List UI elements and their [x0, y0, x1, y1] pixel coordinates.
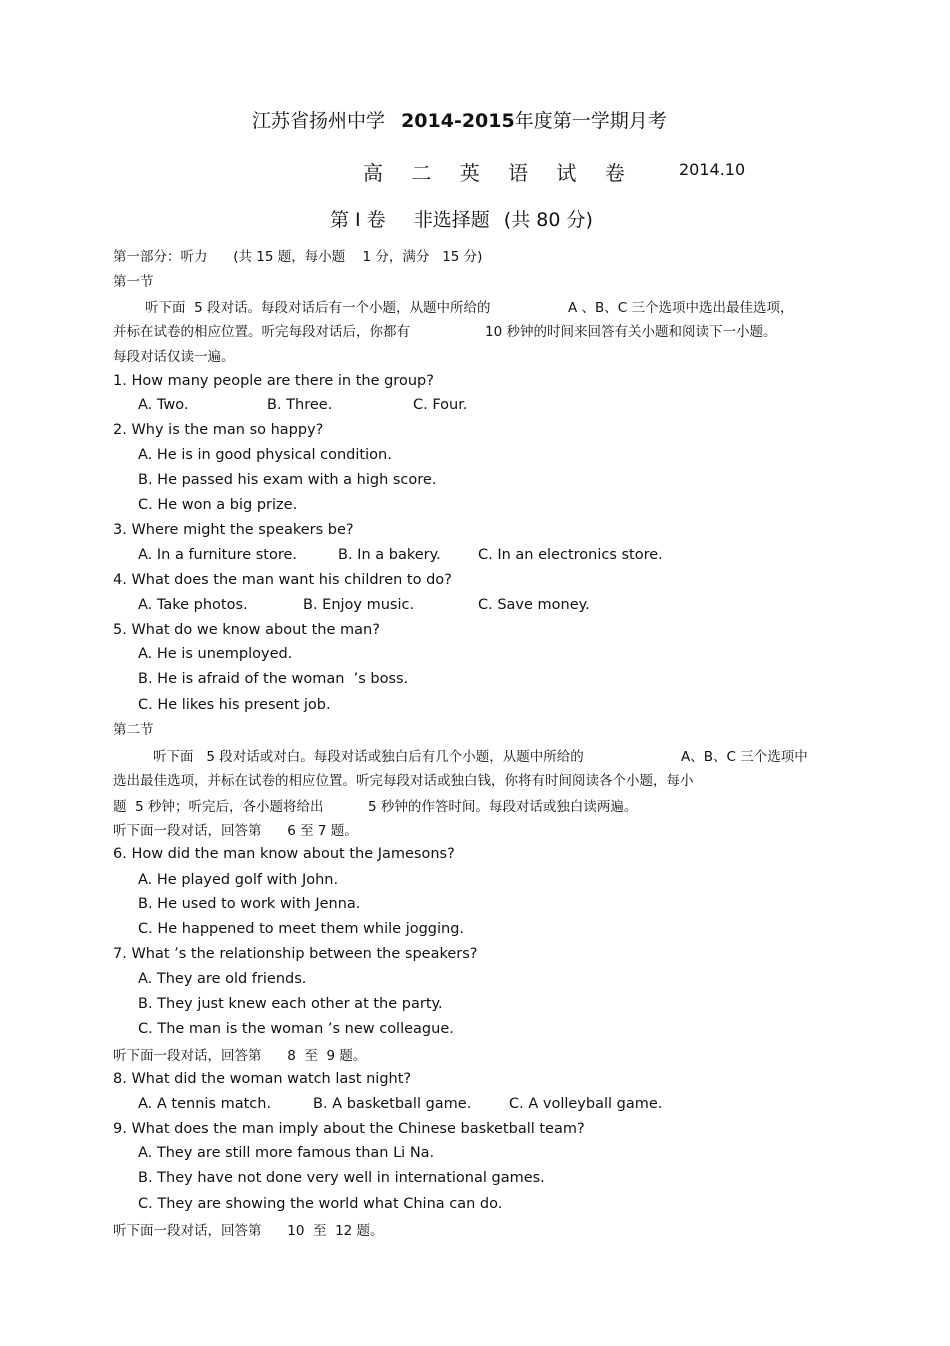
answer-option: B. In a bakery.: [338, 547, 441, 563]
answer-option: C. In an electronics store.: [478, 547, 663, 563]
title-school: 江苏省扬州中学: [252, 110, 386, 132]
group-instruction: 听下面一段对话，回答第 10 至 12 题。: [113, 1223, 384, 1239]
answer-option: A. They are still more famous than Li Na.: [138, 1145, 435, 1161]
question-stem: 8. What did the woman watch last night?: [113, 1071, 412, 1087]
answer-option: A. They are old friends.: [138, 971, 307, 987]
question-stem: 1. How many people are there in the group?: [113, 373, 434, 389]
group-instruction: 听下面一段对话，回答第 6 至 7 题。: [113, 823, 358, 839]
section2-instruction-line: A、B、C 三个选项中: [681, 749, 808, 765]
exam-title: [252, 106, 667, 133]
section1-instruction-line: 10 秒钟的时间来回答有关小题和阅读下一小题。: [485, 324, 777, 340]
answer-option: C. The man is the woman ’s new colleague.: [138, 1021, 454, 1037]
exam-date: 2014.10: [679, 160, 746, 179]
section2-instruction-line: 听下面 5 段对话或对白。每段对话或独白后有几个小题，从题中所给的: [153, 749, 584, 765]
answer-option: C. He happened to meet them while jogging.: [138, 921, 465, 937]
question-stem: 7. What ’s the relationship between the speakers?: [113, 946, 478, 962]
section-volume: 第 I 卷: [330, 209, 386, 231]
section2-instruction-line: 5 秒钟的作答时间。每段对话或独白读两遍。: [368, 799, 638, 815]
answer-option: C. They are showing the world what China can do.: [138, 1196, 503, 1212]
title-year: 2014-2015: [401, 110, 515, 132]
answer-option: B. Enjoy music.: [303, 597, 415, 613]
answer-option: B. He used to work with Jenna.: [138, 896, 361, 912]
question-stem: 3. Where might the speakers be?: [113, 522, 354, 538]
section1-label: 第一节: [113, 274, 154, 290]
part1-heading: 第一部分：听力 (共 15 题，每小题 1 分，满分 15 分): [113, 249, 483, 265]
question-stem: 5. What do we know about the man?: [113, 622, 380, 638]
answer-option: B. He passed his exam with a high score.: [138, 472, 437, 488]
answer-option: C. He likes his present job.: [138, 697, 331, 713]
section2-instruction-line: 选出最佳选项，并标在试卷的相应位置。听完每段对话或独白钱，你将有时间阅读各个小题，每小: [113, 773, 694, 789]
answer-option: B. He is afraid of the woman ’s boss.: [138, 671, 409, 687]
answer-option: B. They just knew each other at the party.: [138, 996, 443, 1012]
answer-option: B. Three.: [267, 397, 333, 413]
answer-option: A. He played golf with John.: [138, 872, 339, 888]
section2-label: 第二节: [113, 722, 154, 738]
section1-instruction-line: 听下面 5 段对话。每段对话后有一个小题，从题中所给的: [145, 300, 491, 316]
question-stem: 2. Why is the man so happy?: [113, 422, 324, 438]
section2-instruction-line: 题 5 秒钟；听完后，各小题将给出: [113, 799, 324, 815]
answer-option: A. Two.: [138, 397, 189, 413]
answer-option: A. He is unemployed.: [138, 646, 293, 662]
answer-option: C. Four.: [413, 397, 468, 413]
question-stem: 6. How did the man know about the Jamesons?: [113, 846, 455, 862]
section1-instruction-line: 并标在试卷的相应位置。听完每段对话后，你都有: [113, 324, 410, 340]
answer-option: A. In a furniture store.: [138, 547, 298, 563]
answer-option: C. Save money.: [478, 597, 590, 613]
group-instruction: 听下面一段对话，回答第 8 至 9 题。: [113, 1048, 367, 1064]
answer-option: C. A volleyball game.: [509, 1096, 663, 1112]
answer-option: A. Take photos.: [138, 597, 248, 613]
section1-instruction-line: 每段对话仅读一遍。: [113, 349, 235, 365]
answer-option: B. A basketball game.: [313, 1096, 472, 1112]
section-heading: [330, 205, 593, 232]
answer-option: B. They have not done very well in international games.: [138, 1170, 545, 1186]
question-stem: 9. What does the man imply about the Chinese basketball team?: [113, 1121, 585, 1137]
answer-option: C. He won a big prize.: [138, 497, 298, 513]
question-stem: 4. What does the man want his children to do?: [113, 572, 452, 588]
section-score: (共 80 分): [503, 209, 593, 231]
answer-option: A. He is in good physical condition.: [138, 447, 392, 463]
section-type: 非选择题: [413, 209, 490, 231]
section1-instruction-line: A 、B、C 三个选项中选出最佳选项，: [568, 300, 794, 316]
exam-subtitle: 高 二 英 语 试 卷: [363, 161, 636, 185]
title-term: 年度第一学期月考: [514, 110, 667, 132]
answer-option: A. A tennis match.: [138, 1096, 272, 1112]
